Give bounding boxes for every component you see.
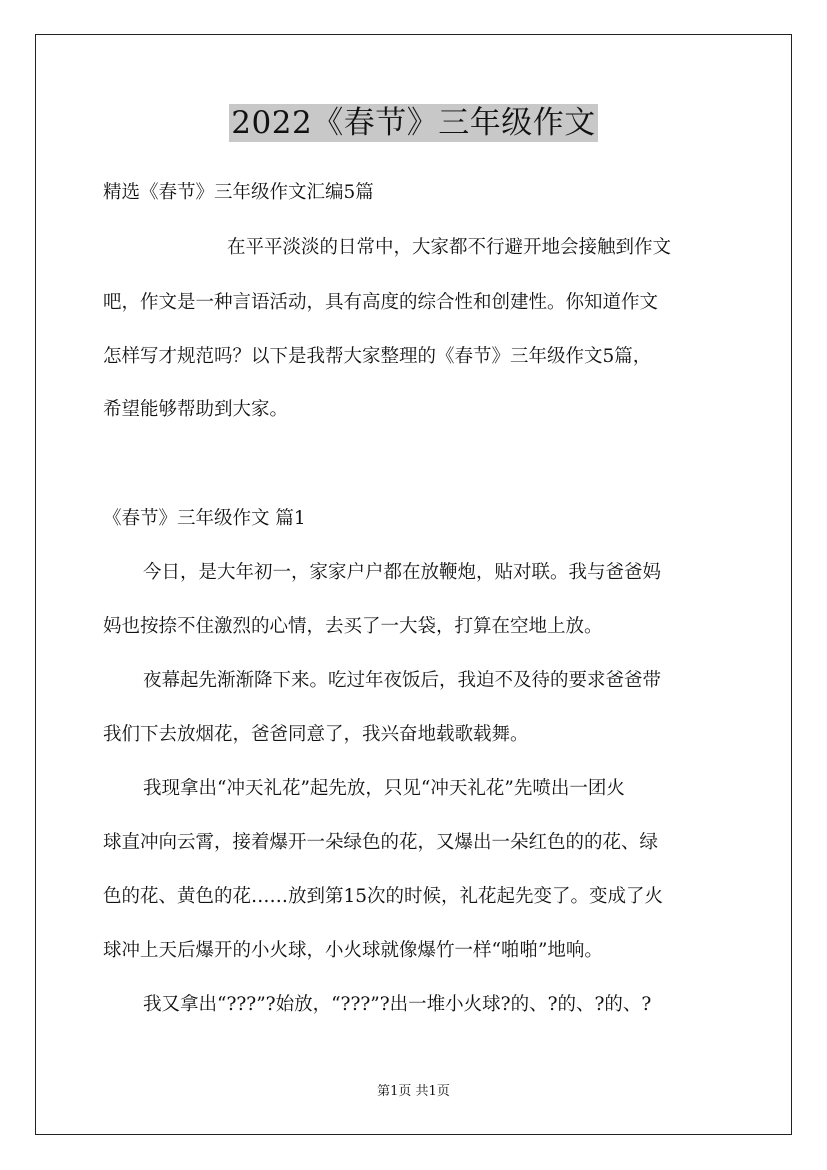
paragraph-line: 吧，作文是一种言语活动，具有高度的综合性和创建性。你知道作文 bbox=[103, 292, 659, 313]
paragraph-line: 球冲上天后爆开的小火球，小火球就像爆竹一样“啪啪”地响。 bbox=[103, 940, 603, 961]
title-container bbox=[0, 104, 827, 142]
paragraph-line: 今日，是大年初一，家家户户都在放鞭炮，贴对联。我与爸爸妈 bbox=[143, 562, 662, 583]
document-title: 2022《春节》三年级作文 bbox=[231, 105, 596, 141]
section-heading: 《春节》三年级作文 篇1 bbox=[103, 508, 306, 529]
paragraph-line: 怎样写才规范吗？以下是我帮大家整理的《春节》三年级作文5篇， bbox=[103, 346, 652, 367]
paragraph-line: 在平平淡淡的日常中，大家都不行避开地会接触到作文 bbox=[227, 237, 672, 258]
paragraph-line: 夜幕起先渐渐降下来。吃过年夜饭后，我迫不及待的要求爸爸带 bbox=[143, 670, 662, 691]
paragraph-line: 我现拿出“冲天礼花”起先放，只见“冲天礼花”先喷出一团火 bbox=[143, 778, 625, 799]
paragraph-line: 妈也按捺不住激烈的心情，去买了一大袋，打算在空地上放。 bbox=[103, 616, 603, 637]
subtitle: 精选《春节》三年级作文汇编5篇 bbox=[103, 182, 374, 203]
page-footer: 第1页 共1页 bbox=[377, 1084, 450, 1099]
paragraph-line: 希望能够帮助到大家。 bbox=[103, 399, 289, 420]
paragraph-line: 球直冲向云霄，接着爆开一朵绿色的花，又爆出一朵红色的的花、绿 bbox=[103, 832, 659, 853]
paragraph-line: 我又拿出“???”?始放，“???”?出一堆小火球?的、?的、?的、? bbox=[143, 994, 652, 1015]
paragraph-line: 我们下去放烟花，爸爸同意了，我兴奋地载歌载舞。 bbox=[103, 724, 529, 745]
paragraph-line: 色的花、黄色的花……放到第15次的时候，礼花起先变了。变成了火 bbox=[103, 886, 664, 907]
